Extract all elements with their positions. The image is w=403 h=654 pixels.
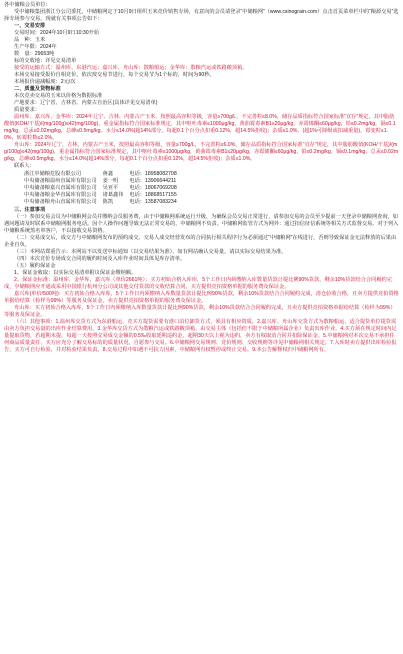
delivery-location: 标的交收地：详见交易清单 bbox=[14, 58, 77, 64]
production-year: 生产年限：2024年 bbox=[14, 44, 57, 50]
contact-row bbox=[24, 192, 183, 199]
contact-org: 浙江中储粮危股有限公司 bbox=[24, 171, 82, 177]
deposit-jiaxing: 嘉兴库(单价/500吨)：买方初始合格入库库，5个工作日内须缴纳入库数量货款计提比例90%货款，剩余10%货款结合合同履约完成，清仓验收合格，且卖方提供竞拍资格单据给结算（检样为99%）等服务及保证金，卖方提供竞拍资格单据的服务费及保证金。 bbox=[4, 291, 399, 304]
contact-name: 姜一明 bbox=[102, 178, 119, 184]
contact-org: 中央储备粮嘉兴直属库有限公司 bbox=[24, 185, 97, 191]
note-2: （二）交易成交后，成交方与中储粮网发布的预约成交、交易人成交经营发布的合同执行相关程序行为必须通过“中储粮网”在线进行，否则导致保证金无法释放的后果由企业自负。 bbox=[4, 235, 397, 248]
contact-name: 蒋鑫 bbox=[102, 171, 114, 177]
quality-requirement-label: 质量要求： bbox=[14, 107, 40, 113]
contact-name: 陈凯 bbox=[102, 199, 114, 205]
deposit-collection: 1、保证金收取：以实际交易清单附议保证金缴纳额。 bbox=[14, 270, 137, 276]
section-quality: 二、质量及货物标准 bbox=[14, 86, 61, 92]
quality-basis: 本次竞卖交易的玉米以价格为数据标准 bbox=[14, 93, 103, 99]
contacts-title: 联系人： bbox=[14, 163, 35, 169]
contact-row bbox=[24, 178, 183, 185]
section-notes: 三、注意事项 bbox=[14, 207, 46, 213]
bid-rule: 本场交易接受报价自相竞价，依次按交易节进行，每个交易节为1个标的，时间为90秒。 bbox=[14, 72, 215, 78]
note-3: （三）本网站郑重告示：本网站不以发送中标通知（以交易结果为准），如有网站确认交易量，请以实际交易结果为准。 bbox=[14, 249, 287, 255]
contact-org: 中央储备粮舟山直属库有限公司 bbox=[24, 199, 97, 205]
contact-org: 中央储备粮温州直属库有限公司 bbox=[24, 178, 97, 184]
contact-tel: 电话：13587083234 bbox=[129, 199, 177, 205]
contact-tel: 电话：18067069208 bbox=[129, 185, 177, 191]
contact-org: 中央储备粮金华直属库有限公司 bbox=[24, 192, 97, 198]
contact-tel: 电话：18868517155 bbox=[129, 192, 177, 198]
trade-time: 交易时间：2024年10月9日10:30开始 bbox=[14, 30, 100, 36]
contact-row bbox=[24, 185, 183, 192]
contact-name: 诸葛鑫伟 bbox=[102, 192, 124, 198]
contact-row bbox=[24, 171, 183, 178]
section-deposit: （五）履约保证金 bbox=[14, 263, 56, 269]
contact-tel: 电话：13906644211 bbox=[129, 178, 177, 184]
origin-requirement: 产地要求：辽宁省、吉林省、内蒙古自治区(具体详见交易清单) bbox=[14, 100, 158, 106]
intro-paragraph: 受中储粮集团浙江分公司委托，中储粮网定于10月9日组织玉米竞价销售专场，有意向的会员请登录“中储粮网”（www.csinograin.com）点击首页菜单栏中的“粮源交易”选择专场参与交易。现就有关事项公告如下： bbox=[4, 9, 399, 22]
contact-tel: 电话：18958082708 bbox=[129, 171, 177, 177]
greeting: 各中储粮会员单位： bbox=[4, 2, 51, 8]
section-trade-arrangement: 一、交易安排 bbox=[14, 23, 46, 29]
note-4: （四）本次竞价专场成交合同的履约时间及入库作业时间具体见库存清单。 bbox=[14, 256, 186, 262]
quantity: 数 量：29653吨 bbox=[14, 51, 55, 57]
bid-decrement: 本场报价递减幅度：2元/次 bbox=[14, 79, 76, 85]
contact-row bbox=[24, 199, 183, 206]
quality-spec-zhoushan: 舟山库：2024年辽宁、吉林、内蒙古产玉米，按照最高容积等级，容量≥700g/L，不完善粒≤6.0%，储存品质指标符合国家标准“宜存”规定，其中脂肪酸值(KOH/干基)/(mg/100g)≤42(mg/100g)，重金属指标符合国家标准规定，其中呕吐毒素≤1000μg/kg，黄曲霉毒素B1≤20μg/kg，赤霉烯酮≤60μg/kg，铅≤0.2mg/kg，镉≤0.1mg/kg，总汞≤0.02mg/kg，总砷≤0.5mg/kg，水分≤14.0%(超14%部分，每超0.1个百分点扣重0.12%，超14.5%拒收)；杂质≤1.0%。 bbox=[4, 142, 399, 162]
contacts-table bbox=[24, 171, 183, 206]
transport-methods: 接受的运输方式：温州库、东港汽运；嘉兴库、舟山库：散粮船运；金华库：散粮汽运或铁路敞顶箱。 bbox=[14, 65, 248, 71]
quality-spec-group-1: 温州库、嘉兴库、金华库：2024年辽宁、吉林、内蒙古产玉米，按照最高容积等级，容量≥700g/L，不完善粒≤8.0%，储存品质指标符合国家标准“宜存”规定，其中脂肪酸值(KOH/干基)/(mg/100g)≤42(mg/100g)，重金属指标符合国家标准规定，其中呕吐毒素≤1000μg/kg，黄曲霉毒素B1≤20μg/kg，赤霉烯酮≤60μg/kg，铅≤0.2mg/kg，镉≤0.1mg/kg，总汞≤0.02mg/kg，总砷≤0.5mg/kg。水分≤14.0%(超14%部分，每超0.1个百分点扣重0.12%，超14.5%拒收)；杂质≤1.0%，(超1%可降级或扣减重量)，霉变粒≤1.0%，转霉粒数≤2.0%。 bbox=[4, 114, 396, 141]
deposit-standard: 2、保证金标准：温州库、金华库、嘉兴库（单价2661吨）：买方初始合格入库库，5个工作日内须缴纳入库数量货款计提比例90%货款，剩余10%货款结合合同履约完成，中储粮网应开通或采用中国银行杭州分公司或其他交付货款的交收结算合同，买方提供竞拍资格单据的服务费及保证金。 bbox=[4, 277, 392, 290]
note-1: （一）参加交易会员为中储粮网会员并缴纳会员服务费，由于中储粮网系统运行升级，为确保会员交易正常进行，请参加交易的会员至少提前一天登录中储粮网查询，如遇问题请及时联系中储粮网服务电话。因个人操作问题导致无法正常交易的，中储粮网不负责。中储粮网监管方式为网外：通过扣信征信系统等相关方式监督交易。对于列入中储粮系统黑名单客户，不以接收交易资格。 bbox=[4, 214, 399, 234]
contact-name: 吴亚平 bbox=[102, 185, 119, 191]
variety: 品 种：玉米 bbox=[14, 37, 46, 43]
note-6-other: （六）其他事项：1.温州库交货方式为东港船运，竞买方提货需要有港口泊位卸货方式，须具有相应资质。2.嘉兴库、舟山库交货方式为散粮船运，适合提货单位提货需由卖方负担交易量的出库作业结算费用。3.金华库交货方式为散粮汽运或铁路敞顶箱，由交易主体（包括但不限于中储粮所属企业）负责出库作业。4.买方须在规定时间内足量提取货物，若超期未提，每超一天按照交易成交金额的0.5‰收取延期违约金，超期30天以上视为违约，卖方有权取消合同并扣除保证金。5.中储粮网对本次交易不承担任何商品质量责任，买方应充分了解交易标的的质量状况，自愿参与交易。6.中储粮网交易规则、竞价规则、交收规则等详见中储粮网相关规定。7.入库时卖方提供出库检验报告，买方可自行检验，并对检验结果负责。8.交易过程中如遇不可抗力因素，中储粮网有权暂停或终止交易。9.本公告解释权归中储粮网所有。 bbox=[4, 319, 397, 353]
deposit-zhoushan: 舟山库：买方初始合格入库库，5个工作日内须缴纳入库数量货款计提比例90%货款，剩余10%货款结合合同履约完成，且卖方提供竞拍资格单据给结算（检样为99%）等服务及保证金。 bbox=[4, 305, 396, 318]
